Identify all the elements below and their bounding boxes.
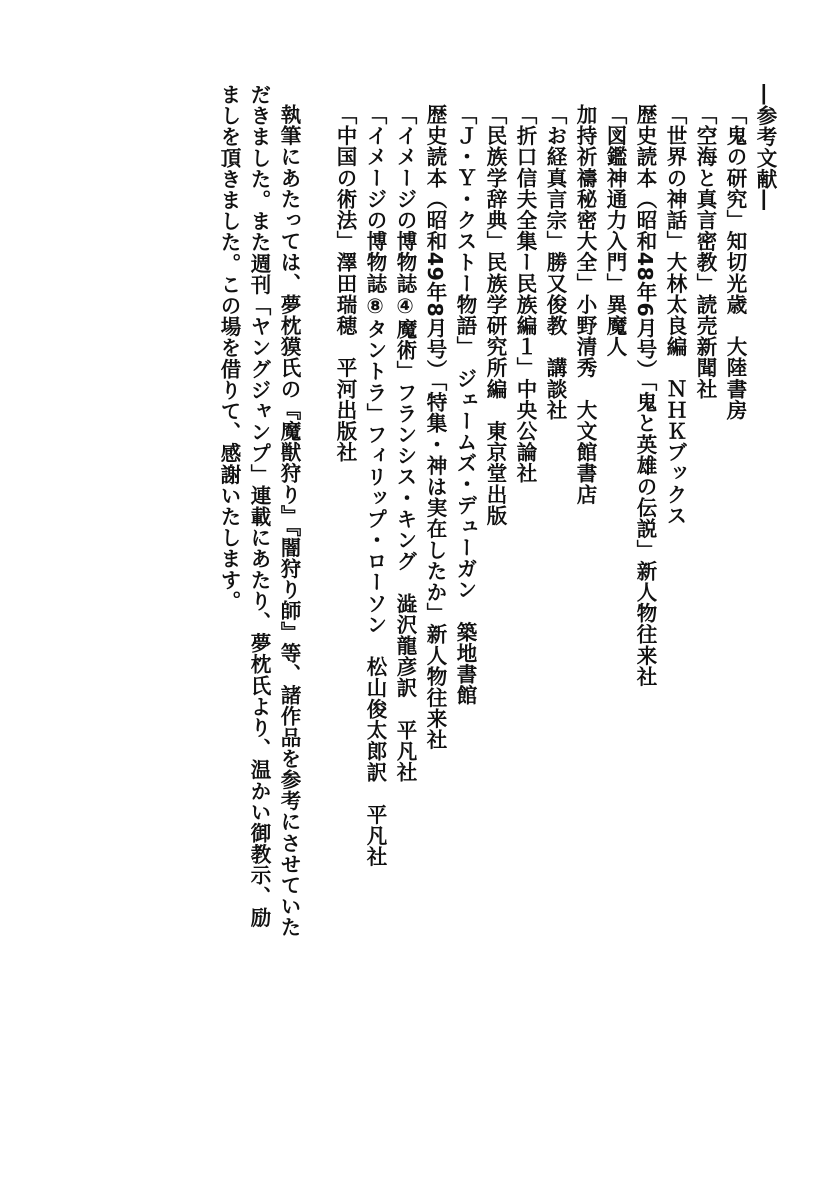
acknowledgement-line: ましを頂きました。この場を借りて、感謝いたします。	[217, 84, 241, 612]
reference-entry: 「イメージの博物誌⑧タントラ」フィリップ・ローソン 松山俊太郎訳 平凡社	[363, 104, 387, 868]
acknowledgement-line: だきました。また週刊「ヤングジャンプ」連載にあたり、夢枕氏より、温かい御教示、励	[247, 84, 271, 928]
reference-entry: 「イメージの博物誌④魔術」フランシス・キング 澁沢龍彦訳 平凡社	[393, 104, 417, 783]
reference-entry: 「鬼の研究」知切光歳 大陸書房	[723, 104, 747, 421]
reference-entry: 「中国の術法」澤田瑞穂 平河出版社	[333, 104, 357, 463]
reference-entry: 歴史読本（昭和49年8月号）「特集・神は実在したか」新人物往来社	[423, 104, 447, 751]
reference-entry: 歴史読本（昭和48年6月号）「鬼と英雄の伝説」新人物往来社	[633, 104, 657, 687]
reference-entry: 加持祈禱秘密大全」小野清秀 大文館書店	[573, 104, 597, 505]
reference-entry: 「折口信夫全集ー民族編１」中央公論社	[513, 104, 537, 484]
references-heading: ―参考文献―	[753, 84, 777, 211]
reference-entry: 「Ｊ・Ｙ・クストー物語」 ジェームズ・デューガン 築地書館	[453, 104, 477, 706]
reference-entry: 「お経真言宗」勝又俊教 講談社	[543, 104, 567, 421]
reference-entry: 「空海と真言密教」読売新聞社	[693, 104, 717, 400]
reference-entry: 「世界の神話」大林太良編 ＮＨＫブックス	[663, 104, 687, 526]
acknowledgement-line: 執筆にあたっては、夢枕獏氏の『魔獣狩り』『闇狩り師』等、諸作品を参考にさせていた	[277, 104, 301, 938]
reference-entry: 「民族学辞典」民族学研究所編 東京堂出版	[483, 104, 507, 526]
reference-entry: 「図鑑神通力入門」異魔人	[603, 104, 627, 358]
